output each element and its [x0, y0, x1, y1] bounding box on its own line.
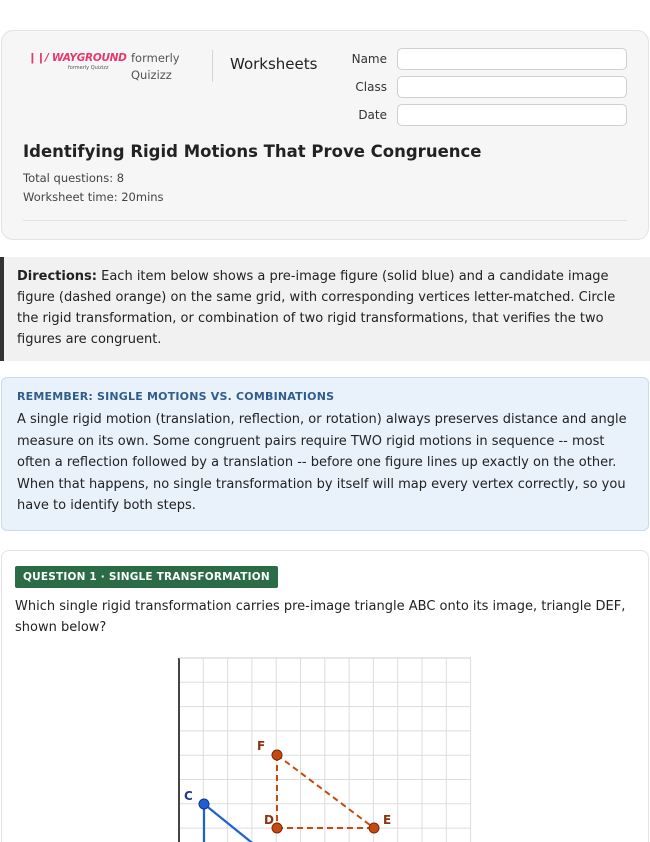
label-e: E	[383, 813, 392, 827]
remember-callout	[1, 377, 649, 531]
directions-text: Each item below shows a pre-image figure (solid blue) and a candidate image figure (dashed orange) on the same grid, with corresponding vertices letter-matched. Circle the rigid transformation, or combination of two rigid transformations, that verifies the two figures are congruent.	[17, 269, 616, 347]
worksheet-time: Worksheet time: 20mins	[23, 190, 164, 204]
date-field[interactable]	[397, 104, 627, 126]
question-text: Which single rigid transformation carries pre-image triangle ABC onto its image, triangle DEF, shown below?	[15, 599, 626, 635]
formerly-quizizz: formerly Quizizz	[131, 51, 180, 82]
vertex-c	[199, 799, 209, 809]
date-label: Date	[358, 108, 387, 122]
name-label: Name	[351, 52, 387, 66]
vertex-f	[272, 750, 282, 760]
remember-title: REMEMBER: SINGLE MOTIONS VS. COMBINATIONS	[17, 390, 335, 403]
edge-fe	[277, 755, 374, 828]
brand-subtitle: formerly Quizizz	[68, 65, 109, 71]
name-field[interactable]	[397, 48, 627, 70]
worksheet-title: Identifying Rigid Motions That Prove Congruence	[23, 142, 482, 161]
label-c: C	[184, 789, 193, 803]
class-field[interactable]	[397, 76, 627, 98]
header-rule	[23, 220, 627, 221]
directions-box	[0, 257, 650, 361]
remember-body: A single rigid motion (translation, reflection, or rotation) always preserves distance and angle measure on its own. Some congruent pairs require TWO rigid motions in sequence -- most often a reflection followed by a translation -- before one figure lines up exactly on the other. When that happens, no single transformation by itself will map every vertex correctly, so you have to identify both steps.	[17, 412, 627, 513]
brand-mark-icon: ❙❙/	[28, 52, 52, 64]
grid-svg	[176, 656, 476, 842]
brand-name: WAYGROUND	[51, 52, 127, 64]
question-badge: QUESTION 1 · SINGLE TRANSFORMATION	[15, 566, 278, 588]
directions-label: Directions:	[17, 269, 97, 284]
header-divider	[212, 50, 213, 82]
edge-c-diag	[204, 804, 256, 842]
coordinate-figure	[176, 656, 476, 842]
label-d: D	[264, 813, 274, 827]
worksheets-label: Worksheets	[230, 55, 318, 73]
grid-lines	[179, 658, 471, 842]
total-questions: Total questions: 8	[23, 171, 125, 185]
label-f: F	[257, 739, 266, 753]
brand-logo	[28, 52, 127, 71]
vertex-e	[369, 823, 379, 833]
class-label: Class	[355, 80, 387, 94]
